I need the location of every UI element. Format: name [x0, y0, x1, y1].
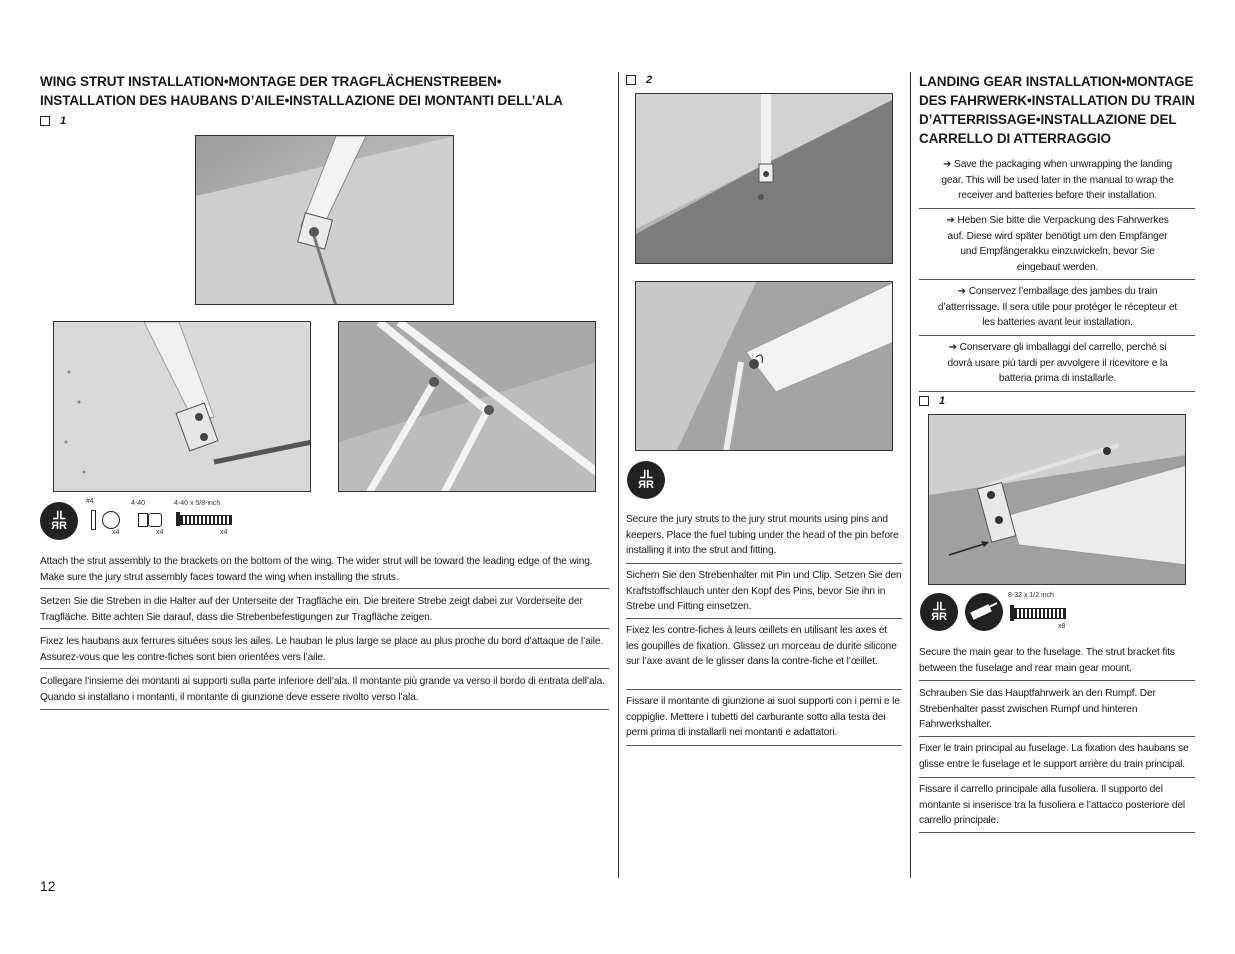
- nut-icon: [148, 513, 162, 527]
- screwdriver-badge-icon: [965, 593, 1003, 631]
- washer-size-label: #4: [86, 498, 94, 505]
- divider: [919, 777, 1195, 778]
- divider: [40, 588, 609, 589]
- screw-size-label: 8-32 x 1/2 inch: [1008, 592, 1054, 599]
- divider: [40, 709, 609, 710]
- nut-side-icon: [138, 513, 148, 527]
- step-marker: [626, 74, 652, 86]
- jury-strut-photo-1: [635, 93, 893, 264]
- column-divider: [618, 72, 619, 878]
- wrench-badge-icon: ᒧᒪ ЯR: [627, 461, 665, 499]
- divider: [40, 668, 609, 669]
- nut-size-label: 4-40: [131, 500, 146, 507]
- checkbox-icon[interactable]: [919, 396, 929, 406]
- divider: [919, 391, 1195, 392]
- instruction-it: Collegare l’insieme dei montanti ai supporti sulla parte inferiore dell’ala. Il montante più grande va verso il bordo di entrata dell’ala. Quando si installano i montanti, il montante di giunzione deve essere rivolto verso l’ala.: [40, 676, 605, 703]
- instruction-it: Fissare il carrello principale alla fusoliera. Il supporto del montante si inserisce tra la fusoliera e l’attacco posteriore del carrello principale.: [919, 784, 1186, 826]
- washer-icon: [102, 511, 120, 529]
- landing-gear-photo: [928, 414, 1186, 585]
- wrench-badge-icon: ᒧᒪ ЯR: [40, 502, 78, 540]
- instruction-de: Sichern Sie den Strebenhalter mit Pin und Clip. Setzen Sie den Kraftstoffschlauch unter den Kopf des Pins, bevor Sie ihn in Strebe und Fitting einsetzen.: [626, 570, 902, 612]
- heading-line: INSTALLATION DES HAUBANS D’AILE•INSTALLAZIONE DEI MONTANTI DELL’ALA: [40, 93, 563, 108]
- screw-icon: [1014, 608, 1066, 619]
- instruction-fr: Fixez les haubans aux ferrures situées sous les ailes. Le hauban le plus large se place au plus proche du bord d’attaque de l’aile. Assurez-vous que les contre-fiches sont bien orientées vers l’aile.: [40, 636, 604, 663]
- hardware-list: [1008, 592, 1088, 632]
- note-it: ➔ Conservare gli imballaggi del carrello, perché si dovrà usare più tardi per avvolgere il ricevitore e la batteria prima di installarle.: [947, 342, 1168, 384]
- wing-strut-photo: [195, 135, 454, 305]
- page-number: 12: [40, 878, 56, 894]
- strut-assembly-photo: [338, 321, 596, 492]
- heading-line: D’ATTERRISSAGE•INSTALLAZIONE DEL: [919, 112, 1177, 127]
- heading-line: LANDING GEAR INSTALLATION•MONTAGE: [919, 74, 1194, 89]
- divider: [919, 335, 1195, 336]
- divider: [626, 689, 902, 690]
- divider: [919, 736, 1195, 737]
- screw-icon: [180, 515, 232, 525]
- note-en: ➔ Save the packaging when unwrapping the landing gear. This will be used later in the manual to wrap the receiver and batteries before their installation.: [941, 159, 1174, 201]
- instruction-fr: Fixer le train principal au fuselage. La fixation des haubans se glisse entre le fuselage et le support arrière du train principal.: [919, 743, 1189, 770]
- screw-count: x8: [1058, 623, 1066, 630]
- screw-size-label: 4-40 x 5/8-inch: [174, 500, 221, 507]
- nut-count: x4: [156, 529, 164, 536]
- heading-line: DES FAHRWERK•INSTALLATION DU TRAIN: [919, 93, 1195, 108]
- checkbox-icon[interactable]: [40, 116, 50, 126]
- divider: [919, 279, 1195, 280]
- instruction-de: Setzen Sie die Streben in die Halter auf der Unterseite der Tragfläche ein. Die breitere Strebe zeigt dabei zur Vorderseite der Tragfläche. Bitte achten Sie darauf, dass die Strebenbefestigungen zur Tragfläche zeigen.: [40, 596, 583, 623]
- instruction-en: Secure the main gear to the fuselage. The strut bracket fits between the fuselage and rear main gear mount.: [919, 647, 1175, 674]
- heading-line: WING STRUT INSTALLATION•MONTAGE DER TRAGFLÄCHENSTREBEN•: [40, 74, 502, 89]
- hardware-list: [86, 498, 246, 543]
- step-marker: [40, 115, 66, 127]
- divider: [919, 208, 1195, 209]
- instruction-en: Secure the jury struts to the jury strut mounts using pins and keepers. Place the fuel tubing under the head of the pin before installing it into the strut and fitting.: [626, 514, 899, 556]
- instruction-it: Fissare il montante di giunzione ai suoi supporti con i perni e le coppiglie. Mettere i tubetti del carburante sotto alla testa dei perni prima di installarli nei montanti e adattatori.: [626, 696, 900, 738]
- instruction-en: Attach the strut assembly to the brackets on the bottom of the wing. The wider strut will be toward the leading edge of the wing. Make sure the jury strut assembly faces toward the wing when installing the struts.: [40, 556, 593, 583]
- step-number: 1: [60, 115, 67, 127]
- divider: [919, 832, 1195, 833]
- step-number: 1: [939, 395, 946, 407]
- divider: [40, 628, 609, 629]
- divider: [626, 745, 902, 746]
- wrench-badge-icon: ᒧᒪ ЯR: [920, 593, 958, 631]
- column-divider: [910, 72, 911, 878]
- step-number: 2: [646, 74, 653, 86]
- divider: [626, 563, 902, 564]
- checkbox-icon[interactable]: [626, 75, 636, 85]
- heading-line: CARRELLO DI ATTERRAGGIO: [919, 131, 1111, 146]
- washer-count: x4: [112, 529, 120, 536]
- wing-strut-heading: [40, 72, 610, 110]
- screw-count: x4: [220, 529, 228, 536]
- instruction-de: Schrauben Sie das Hauptfahrwerk an den Rumpf. Der Strebenhalter passt zwischen Rumpf und hinteren Fahrwerkshalter.: [919, 688, 1156, 730]
- divider: [919, 680, 1195, 681]
- washer-side-icon: [91, 510, 96, 530]
- step-marker: [919, 395, 945, 407]
- landing-gear-heading: [919, 72, 1219, 148]
- instruction-fr: Fixez les contre-fiches à leurs œillets en utilisant les axes et les goupilles de fixation. Glissez un morceau de durite silicone sur l’axe avant de le glisser dans la contre-fiche et l’œillet.: [626, 625, 897, 667]
- note-de: ➔ Heben Sie bitte die Verpackung des Fahrwerkes auf. Diese wird später benötigt um den Empfänger und Empfängerakku einzuwickeln, bevor Sie eingebaut werden.: [946, 215, 1169, 273]
- note-fr: ➔ Conservez l’emballage des jambes du train d’atterrissage. Il sera utile pour protéger le récepteur et les batteries avant leur installation.: [937, 286, 1178, 328]
- jury-strut-photo-2: [635, 281, 893, 451]
- divider: [626, 618, 902, 619]
- strut-bracket-photo: [53, 321, 311, 492]
